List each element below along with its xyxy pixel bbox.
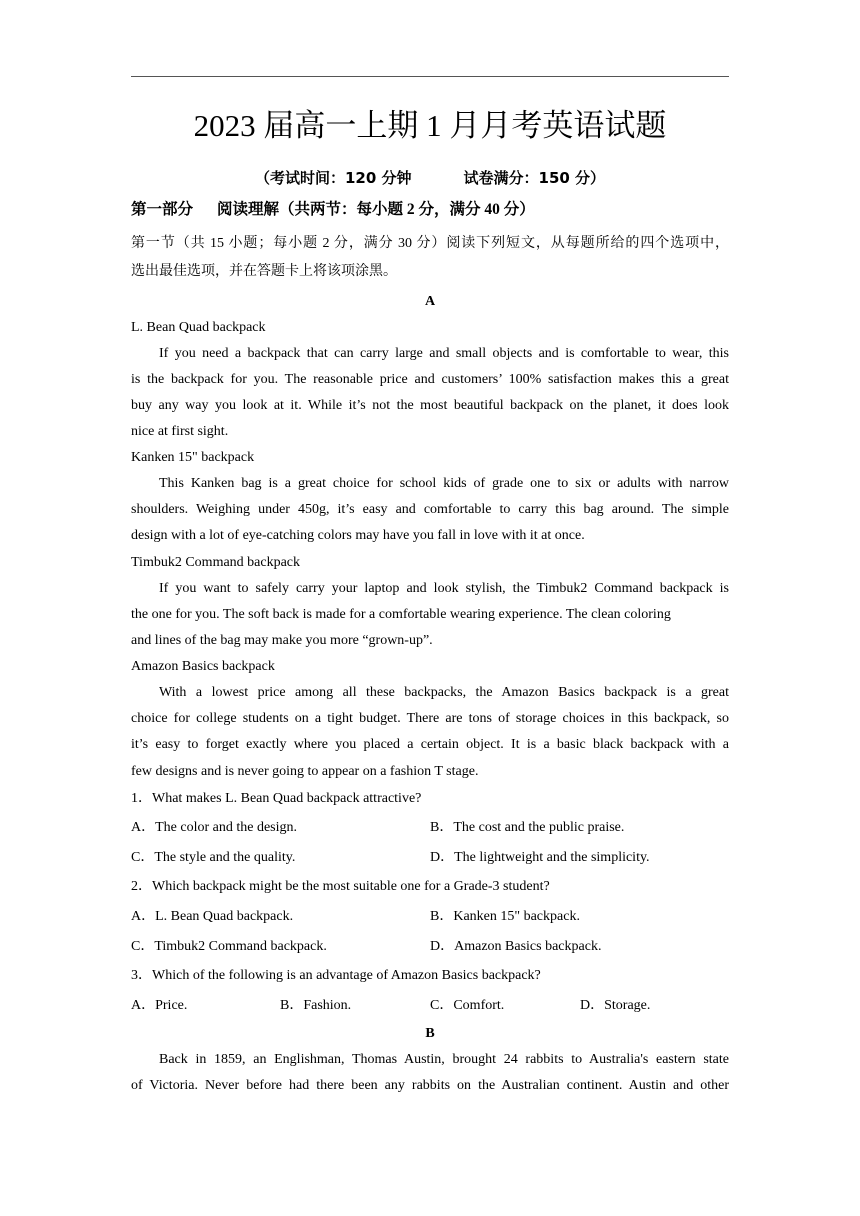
part-label: 第一部分 bbox=[131, 201, 194, 218]
exam-score: 试卷满分：150 分） bbox=[463, 169, 606, 187]
option-b[interactable]: B．Kanken 15" backpack. bbox=[430, 909, 580, 924]
option-d[interactable]: D．The lightweight and the simplicity. bbox=[430, 850, 650, 865]
option-b[interactable]: B．Fashion. bbox=[280, 998, 352, 1013]
product-heading: Amazon Basics backpack bbox=[131, 659, 275, 674]
exam-title: 2023 届高一上期 1 月月考英语试题 bbox=[193, 108, 667, 143]
passage-line: and lines of the bag may make you more “grown-up”. bbox=[131, 633, 433, 648]
passage-line: If you need a backpack that can carry large and small objects and is comfortable to wear, this bbox=[159, 346, 729, 361]
question-stem: 3．Which of the following is an advantage of Amazon Basics backpack? bbox=[131, 968, 541, 983]
option-a[interactable]: A．The color and the design. bbox=[131, 820, 298, 835]
passage-line: This Kanken bag is a great choice for school kids of grade one to six or adults with narrow bbox=[159, 476, 729, 491]
option-c[interactable]: C．Comfort. bbox=[430, 998, 505, 1013]
option-b[interactable]: B．The cost and the public praise. bbox=[430, 820, 625, 835]
passage-line: nice at first sight. bbox=[131, 424, 229, 439]
passage-line: If you want to safely carry your laptop and look stylish, the Timbuk2 Command backpack is bbox=[159, 581, 729, 596]
passage-line: is the backpack for you. The reasonable price and customers’ 100% satisfaction makes this a great bbox=[131, 372, 729, 387]
passage-line: it’s easy to forget exactly where you placed a certain object. It is a basic black backpack with a bbox=[131, 737, 729, 752]
question-stem: 2．Which backpack might be the most suitable one for a Grade-3 student? bbox=[131, 879, 550, 894]
instructions-line: 选出最佳选项，并在答题卡上将该项涂黑。 bbox=[131, 264, 397, 279]
option-c[interactable]: C．The style and the quality. bbox=[131, 850, 296, 865]
passage-line: With a lowest price among all these backpacks, the Amazon Basics backpack is a great bbox=[159, 685, 729, 700]
product-heading: Kanken 15" backpack bbox=[131, 450, 255, 465]
passage-line: of Victoria. Never before had there been any rabbits on the Australian continent. Austin and other bbox=[131, 1078, 729, 1093]
part-heading bbox=[131, 200, 729, 220]
option-a[interactable]: A．L. Bean Quad backpack. bbox=[131, 909, 294, 924]
exam-time: （考试时间：120 分钟 bbox=[254, 169, 412, 187]
passage-line: choice for college students on a tight budget. There are tons of storage choices in this backpack, so bbox=[131, 711, 729, 726]
option-d[interactable]: D．Amazon Basics backpack. bbox=[430, 939, 602, 954]
part-desc: 阅读理解（共两节：每小题 2 分，满分 40 分） bbox=[217, 201, 535, 218]
passage-label: B bbox=[425, 1026, 435, 1041]
passage-line: shoulders. Weighing under 450g, it’s easy and comfortable to carry this bag around. The simple bbox=[131, 502, 729, 517]
instructions-line: 第一节（共 15 小题；每小题 2 分，满分 30 分）阅读下列短文，从每题所给的四个选项中， bbox=[131, 236, 729, 251]
passage-line: Back in 1859, an Englishman, Thomas Austin, brought 24 rabbits to Australia's eastern state bbox=[159, 1052, 729, 1067]
header-rule bbox=[131, 76, 729, 77]
option-c[interactable]: C．Timbuk2 Command backpack. bbox=[131, 939, 327, 954]
passage-line: the one for you. The soft back is made for a comfortable wearing experience. The clean coloring bbox=[131, 607, 671, 622]
option-d[interactable]: D．Storage. bbox=[580, 998, 651, 1013]
exam-subtitle bbox=[0, 166, 860, 190]
product-heading: L. Bean Quad backpack bbox=[131, 320, 266, 335]
product-heading: Timbuk2 Command backpack bbox=[131, 555, 301, 570]
passage-line: design with a lot of eye-catching colors may have you fall in love with it at once. bbox=[131, 528, 585, 543]
passage-line: few designs and is never going to appear on a fashion T stage. bbox=[131, 764, 479, 779]
passage-line: buy any way you look at it. While it’s not the most beautiful backpack on the planet, it does look bbox=[131, 398, 729, 413]
option-a[interactable]: A．Price. bbox=[131, 998, 188, 1013]
passage-label: A bbox=[424, 294, 436, 309]
question-stem: 1．What makes L. Bean Quad backpack attractive? bbox=[131, 791, 422, 806]
